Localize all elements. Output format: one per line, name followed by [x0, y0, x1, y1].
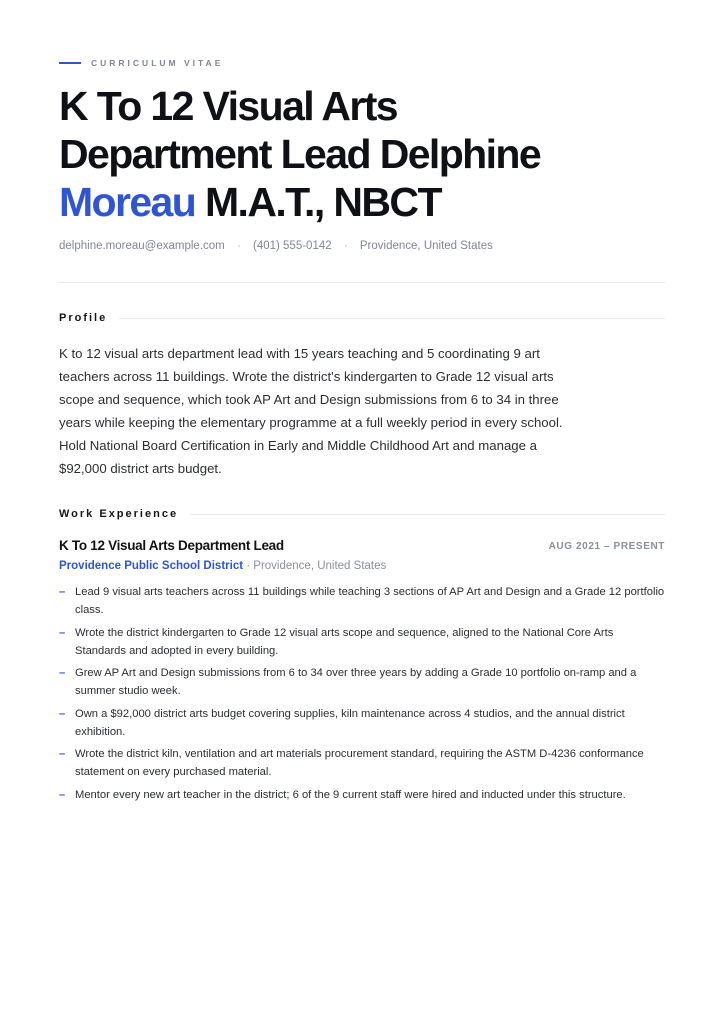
bullet-text: Own a $92,000 district arts budget covering supplies, kiln maintenance across 4 studios, and the annual district exhibition. [75, 707, 625, 738]
bullet-dash: – [59, 788, 66, 801]
contact-email[interactable]: delphine.moreau@example.com [59, 240, 225, 252]
bullet-text: Wrote the district kindergarten to Grade 12 visual arts scope and sequence, aligned to the National Core Arts Standards and adopted in every building. [75, 626, 614, 657]
eyebrow [59, 56, 223, 70]
contact-location: Providence, United States [359, 240, 493, 252]
experience-section-header [59, 508, 665, 520]
bullet-dash: – [59, 667, 66, 679]
bullet-dash: – [59, 626, 66, 639]
job-bullet [59, 583, 665, 619]
job-bullet [59, 745, 665, 781]
name-line-2: Department Lead Delphine [59, 131, 541, 177]
bullet-text: Mentor every new art teacher in the district; 6 of the 9 current staff were hired and inducted under this structure. [75, 788, 626, 801]
job-title: K To 12 Visual Arts Department Lead [59, 538, 284, 553]
candidate-name [59, 82, 679, 226]
contact-separator: · [343, 240, 348, 252]
bullet-dash: – [59, 586, 66, 598]
job-bullet [59, 705, 665, 741]
bullet-dash: – [59, 748, 66, 760]
bullet-text: Wrote the district kiln, ventilation and art materials procurement standard, requiring the ASTM D-4236 conformance statement on every purchased material. [75, 748, 644, 778]
profile-heading: Profile [59, 312, 108, 324]
bullet-text: Lead 9 visual arts teachers across 11 buildings while teaching 3 sections of AP Art and Design and a Grade 12 portfolio class. [75, 586, 665, 616]
section-rule [119, 318, 665, 319]
name-line-1: K To 12 Visual Arts [59, 83, 397, 129]
contact-phone[interactable]: (401) 555-0142 [252, 240, 332, 252]
job-company[interactable]: Providence Public School District [59, 560, 244, 572]
profile-section-header [59, 312, 665, 324]
name-accent: Moreau [59, 179, 196, 225]
contact-line [59, 240, 493, 252]
job-bullet [59, 624, 665, 660]
contact-separator: · [236, 240, 241, 252]
job-location: Providence, United States [253, 560, 387, 572]
eyebrow-label: CURRICULUM VITAE [91, 58, 224, 68]
section-rule [190, 514, 665, 515]
name-suffix: M.A.T., NBCT [195, 179, 441, 225]
eyebrow-rule [59, 62, 81, 64]
bullet-text: Grew AP Art and Design submissions from 6 to 34 over three years by adding a Grade 10 portfolio on-ramp and a summer studio week. [75, 667, 637, 697]
job-bullet [59, 786, 665, 804]
profile-summary: K to 12 visual arts department lead with 15 years teaching and 5 coordinating 9 art teachers across 11 buildings. Wrote the district's kindergarten to Grade 12 visual arts scope and sequence, which took AP Art and Design submissions from 6 to 34 in three years while keeping the elementary programme at a full weekly period in every school. Hold National Board Certification in Early and Middle Childhood Art and manage a $92,000 district arts budget. [59, 346, 563, 476]
header-divider [59, 282, 665, 283]
job-dates: AUG 2021 – PRESENT [548, 541, 665, 552]
job-bullet [59, 664, 665, 700]
job-organization [59, 560, 386, 572]
experience-heading: Work Experience [59, 508, 179, 520]
bullet-dash: – [59, 707, 66, 720]
org-separator: · [243, 560, 254, 572]
job-bullets [59, 583, 665, 808]
